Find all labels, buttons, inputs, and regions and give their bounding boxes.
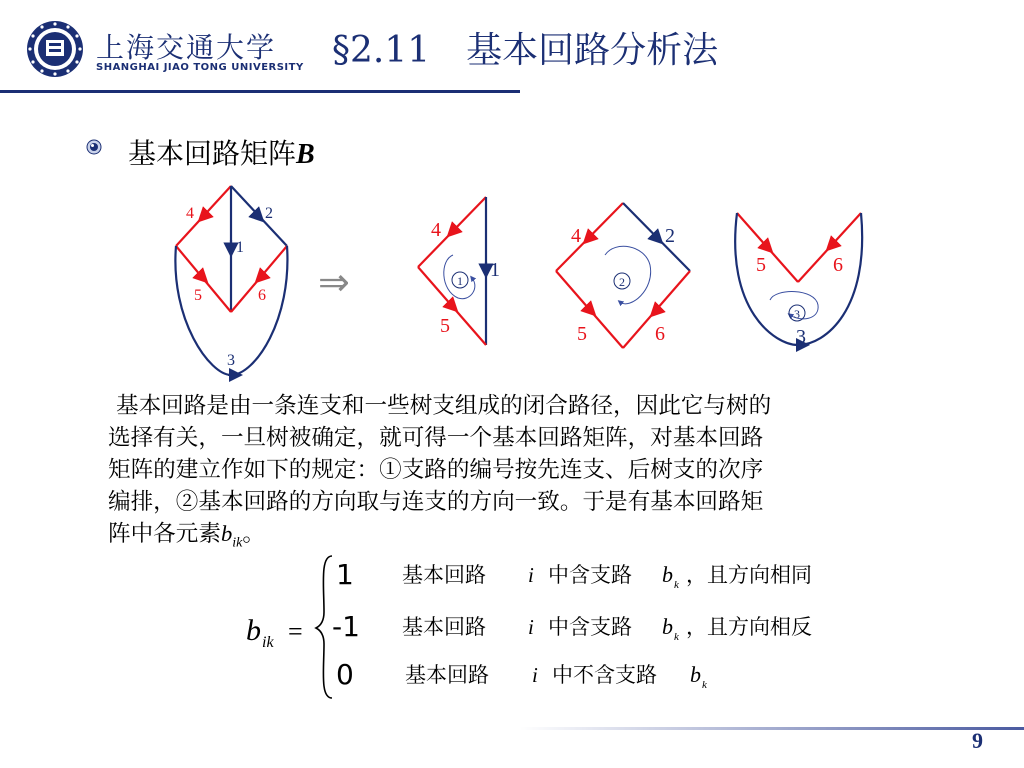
footer-rule [520, 727, 1024, 730]
branch-label-1: 1 [236, 239, 244, 256]
title-underline [0, 90, 520, 93]
case-value: -1 [332, 610, 360, 643]
case-row-2 [332, 610, 812, 643]
piecewise-formula [240, 552, 880, 702]
loop-3-label-3: 3 [796, 326, 806, 348]
case-var-b: b [662, 614, 673, 639]
formula-lhs-var: b [246, 614, 261, 647]
paragraph-line: 矩阵的建立作如下的规定：①支路的编号按先连支、后树支的次序 [108, 457, 764, 483]
logo-chinese-name: 上海交通大学 [96, 31, 277, 64]
case-var-i: i [532, 663, 538, 687]
formula-equals: = [288, 617, 303, 646]
case-row-3 [336, 658, 708, 691]
paragraph-line: 编排，②基本回路的方向取与连支的方向一致。于是有基本回路矩 [108, 489, 764, 515]
case-sub-k: k [702, 679, 707, 691]
loop-1-label-5: 5 [440, 315, 450, 337]
loop-1-label-1: 1 [490, 259, 500, 281]
case-var-i: i [528, 563, 534, 587]
loop-3-number: 3 [794, 307, 800, 321]
loop-2-number: 2 [619, 275, 625, 289]
case-sub-k: k [674, 631, 679, 643]
case-var-b: b [690, 662, 701, 687]
branch-label-2: 2 [265, 205, 273, 222]
bullet-heading [128, 132, 315, 172]
formula-lhs-sub: ik [262, 634, 274, 651]
element-symbol: b [220, 521, 233, 546]
loop-3-label-6: 6 [833, 254, 843, 276]
case-value: 1 [336, 558, 354, 591]
case-text: 中含支路 [548, 615, 632, 639]
case-text: 基本回路 [402, 563, 486, 587]
case-var-b: b [662, 562, 673, 587]
main-graph [175, 186, 287, 375]
case-text: 基本回路 [405, 663, 489, 687]
logo-english-name: SHANGHAI JIAO TONG UNIVERSITY [96, 62, 304, 73]
paragraph-line: 阵中各元素$b_{ik}$。 [108, 521, 265, 551]
paragraph-line: 基本回路是由一条连支和一些树支组成的闭合路径，因此它与树的 [116, 393, 772, 419]
branch-label-3: 3 [227, 352, 235, 369]
loop-2-label-6: 6 [655, 323, 665, 345]
matrix-symbol: B [296, 139, 315, 170]
case-text: 中含支路 [548, 563, 632, 587]
loop-3-label-5: 5 [756, 254, 766, 276]
loop-2-label-4: 4 [571, 225, 581, 247]
branch-label-5: 5 [194, 287, 202, 304]
loop-1-graph [418, 197, 500, 345]
loop-1-label-4: 4 [431, 219, 441, 241]
loop-2-label-2: 2 [665, 225, 675, 247]
body-paragraph [108, 390, 953, 560]
brace [316, 556, 332, 698]
loop-1-number: 1 [457, 274, 463, 288]
case-row-1 [336, 558, 812, 591]
bullet-icon [86, 139, 102, 155]
page-number: 9 [972, 728, 983, 753]
graph-diagrams [0, 170, 1024, 385]
slide-title: §2.11 基本回路分析法 [332, 30, 719, 71]
bullet-heading-text: 基本回路矩阵 [128, 137, 297, 170]
case-sub-k: k [674, 579, 679, 591]
case-text: ，且方向相反 [686, 615, 812, 639]
case-value: 0 [336, 658, 354, 691]
case-var-i: i [528, 615, 534, 639]
loop-2-graph [556, 203, 690, 348]
case-text: 中不含支路 [552, 663, 657, 687]
case-text: ，且方向相同 [686, 563, 812, 587]
paragraph-line: 选择有关，一旦树被确定，就可得一个基本回路矩阵，对基本回路 [108, 425, 764, 451]
loop-2-label-5: 5 [577, 323, 587, 345]
loop-3-graph [735, 213, 862, 348]
branch-label-4: 4 [186, 205, 194, 222]
case-text: 基本回路 [402, 615, 486, 639]
branch-label-6: 6 [258, 287, 266, 304]
implies-arrow-icon: ⇒ [318, 260, 350, 304]
